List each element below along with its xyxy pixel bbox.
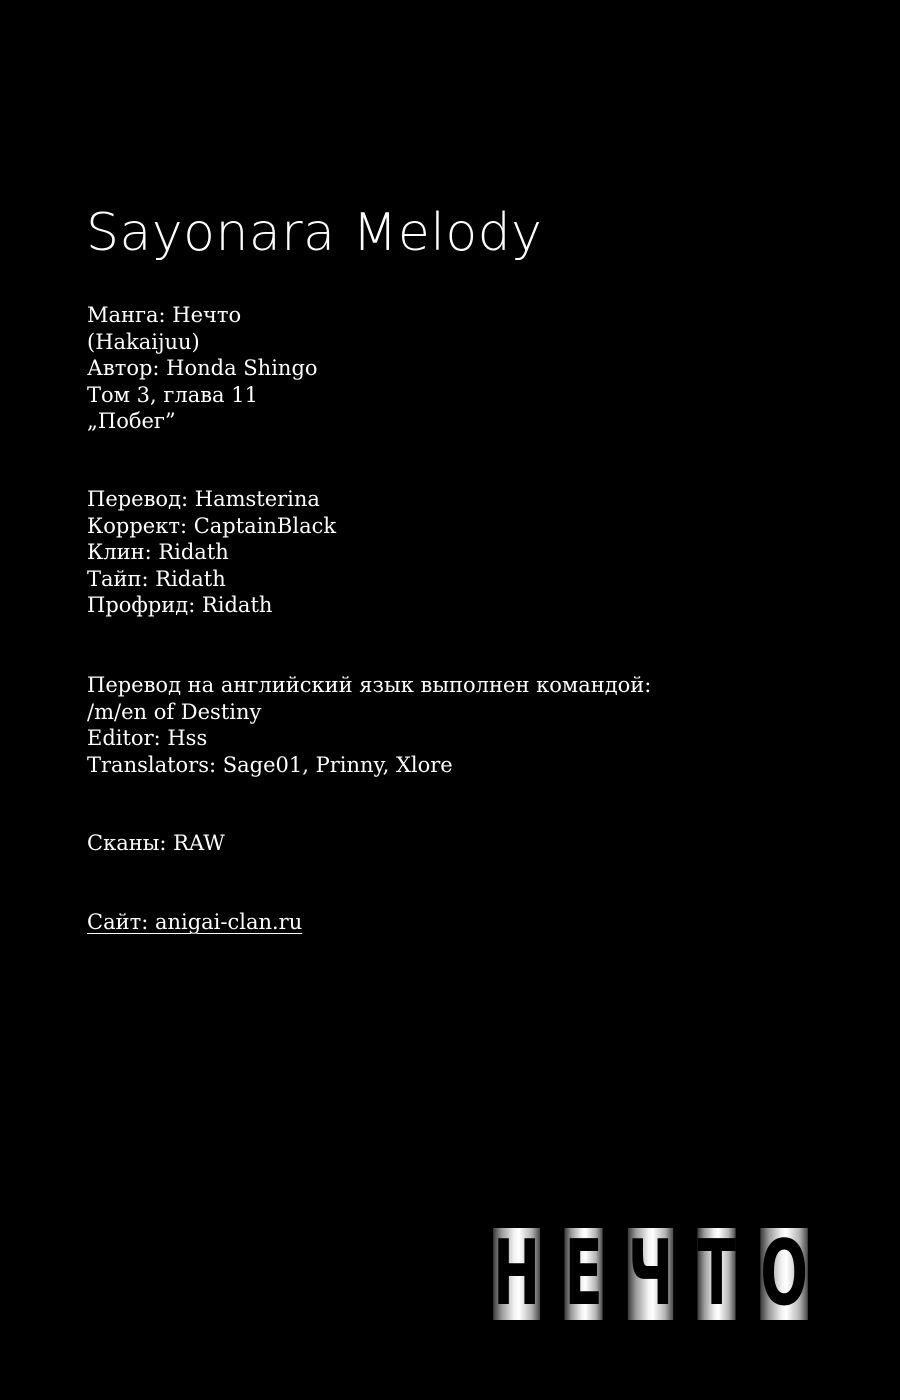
page-title: Sayonara Melody [86,203,543,263]
nechto-logo [484,1222,808,1326]
logo-letter-tile [564,1222,604,1326]
logo-letter-tile [760,1222,808,1326]
logo-letter-tile [697,1222,736,1326]
manga-info-line: Манга: Нечто [87,303,242,327]
credit-line: Translators: Sage01, Prinny, Xlore [87,752,453,777]
credit-line: Перевод: Hamsterina [87,487,320,511]
credit-line: Коррект: CaptainBlack [87,513,337,538]
site-line [87,909,302,936]
manga-info-line: Автор: Honda Shingo [87,356,318,380]
credit-line: Клин: Ridath [87,540,229,564]
logo-letter: О [760,1222,808,1326]
credit-line: Тайп: Ridath [87,566,226,591]
manga-info-line: (Hakaijuu) [87,329,200,354]
logo-letter: Н [493,1222,541,1326]
credit-line: Editor: Hss [87,726,208,750]
logo-letter: Е [564,1222,604,1326]
credit-line: Профрид: Ridath [87,593,273,617]
logo-letter-tile [627,1222,673,1326]
manga-info-line: Том 3, глава 11 [87,382,258,407]
site-link[interactable]: Сайт: anigai-clan.ru [87,910,303,934]
scans-credit: Сканы: RAW [87,831,225,855]
manga-info-line: „Побег” [87,409,176,433]
logo-letter: Ч [627,1222,673,1326]
english-credits [87,672,651,778]
credit-line: /m/en of Destiny [87,699,262,724]
credit-line: Перевод на английский язык выполнен командой: [87,673,652,697]
team-credits [87,486,336,619]
manga-info [87,302,318,435]
logo-letter: Т [697,1222,736,1326]
logo-letter-tile [493,1222,541,1326]
